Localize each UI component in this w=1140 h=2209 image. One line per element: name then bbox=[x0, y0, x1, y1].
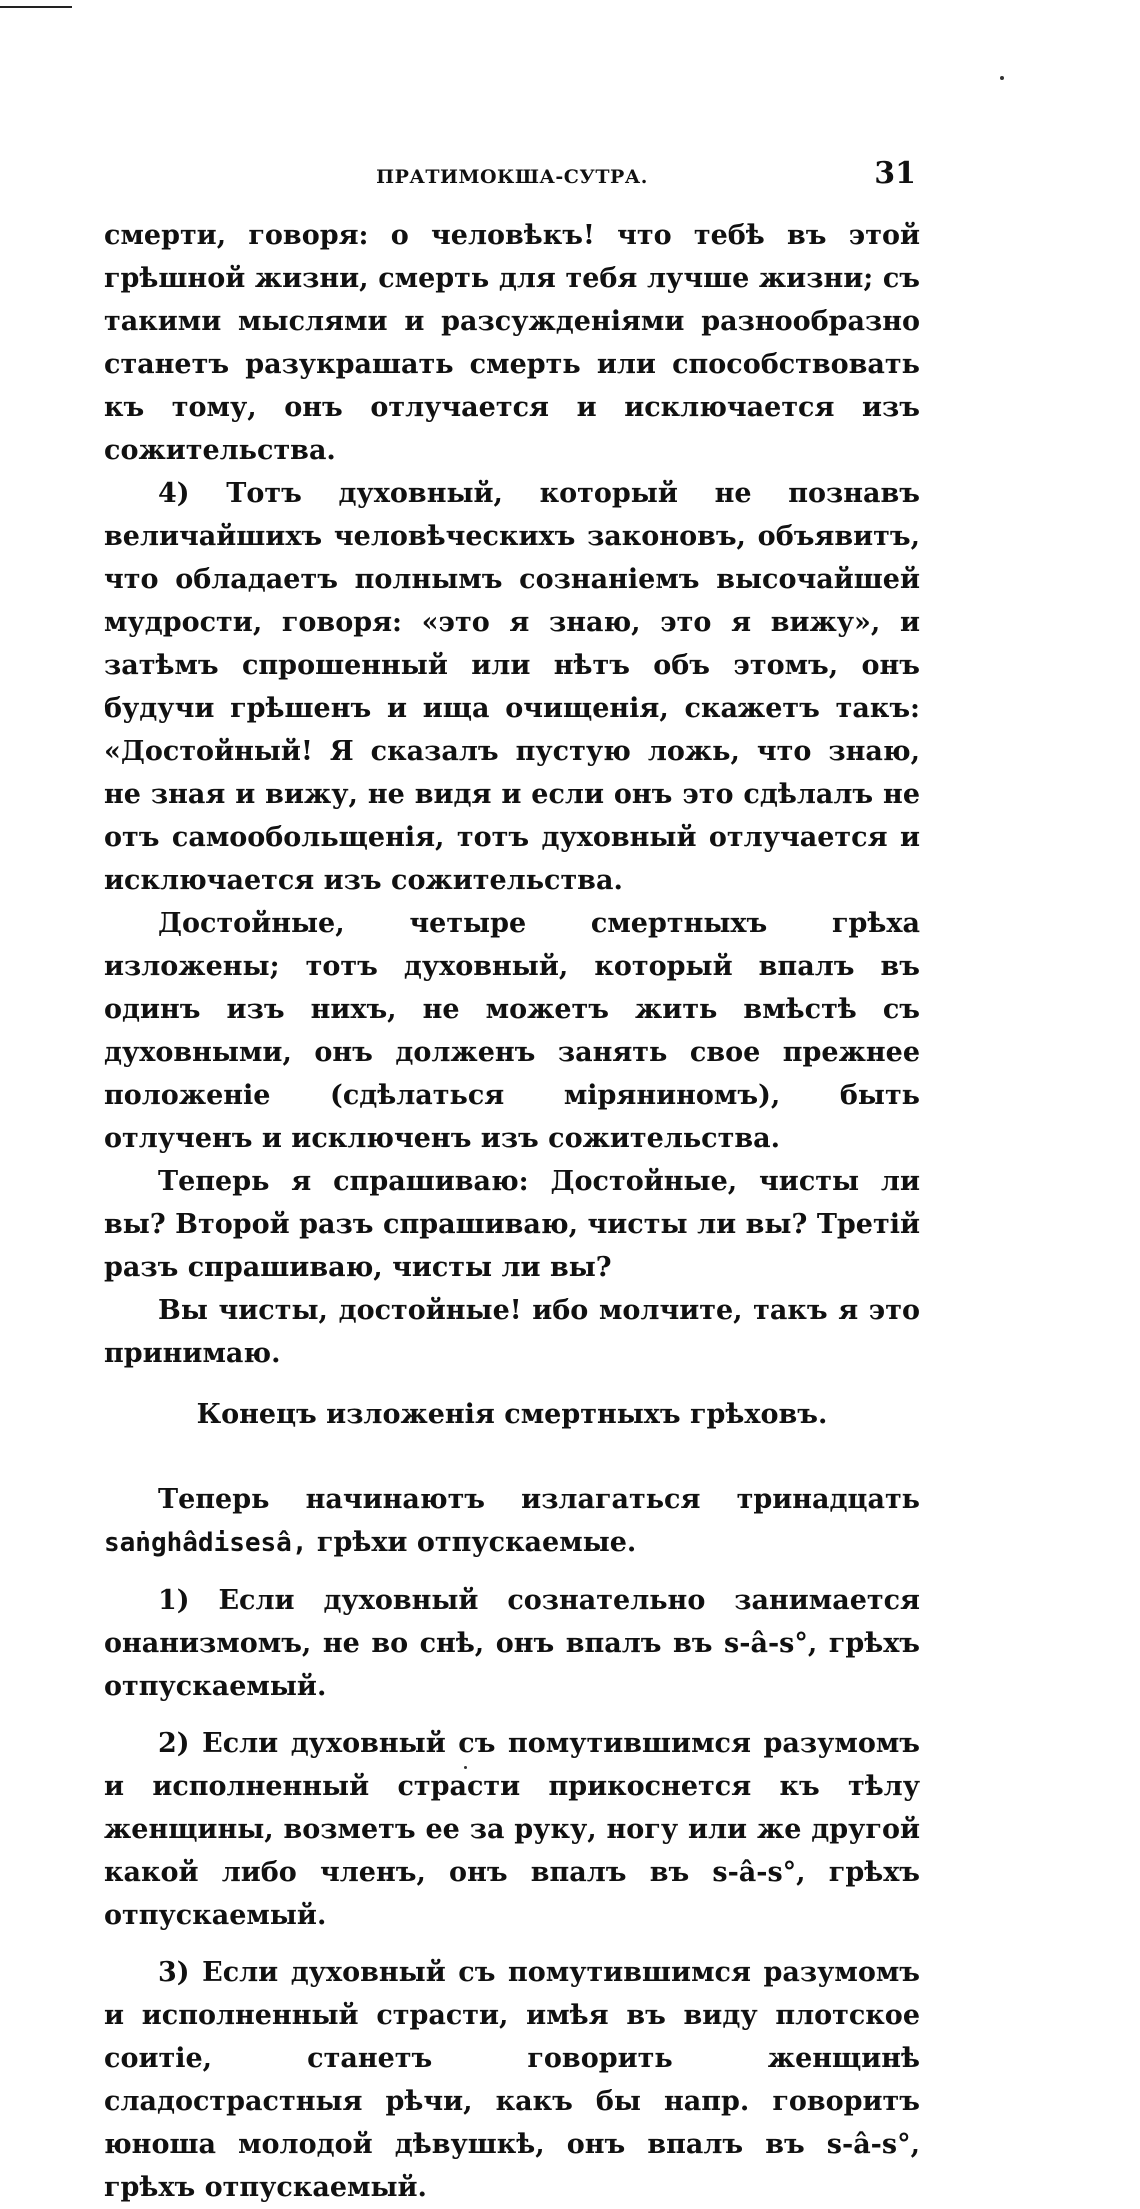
paragraph-continuation: смерти, говоря: о человѣкъ! что тебѣ въ этой грѣшной жизни, смерть для тебя лучше жизни; съ такими мыслями и разсужденіями разнообразно станетъ разукрашать смерть или способствовать къ тому, онъ отлучается и исключается изъ сожительства. bbox=[104, 220, 920, 466]
paragraph-item-4: 4) Тотъ духовный, который не познавъ величайшихъ человѣческихъ законовъ, объявитъ, что обладаетъ полнымъ сознаніемъ высочайшей мудрости, говоря: «это я знаю, это я вижу», и затѣмъ спрошенный или нѣтъ объ этомъ, онъ будучи грѣшенъ и ища очищенія, скажетъ такъ: «Достойный! Я сказалъ пустую ложь, что знаю, не зная и вижу, не видя и если онъ это сдѣлалъ не отъ самообольщенія, тотъ духовный отлучается и исключается изъ сожительства. bbox=[104, 478, 920, 896]
intro-text: Теперь начинаютъ излагаться тринадцать bbox=[158, 1484, 920, 1515]
intro-text-cont: грѣхи отпускаемые. bbox=[316, 1527, 637, 1558]
paragraph-answer: Вы чисты, достойные! ибо молчите, такъ я это принимаю. bbox=[104, 1295, 920, 1369]
paragraph-summary: Достойные, четыре смертныхъ грѣха изложены; тотъ духовный, который впалъ въ одинъ изъ нихъ, не можетъ жить вмѣстѣ съ духовными, онъ долженъ занять свое прежнее положеніе (сдѣлаться міряниномъ), быть отлученъ и исключенъ изъ сожительства. bbox=[104, 908, 920, 1154]
book-page bbox=[104, 150, 920, 2209]
print-speck bbox=[1000, 76, 1004, 80]
page-number: 31 bbox=[874, 156, 916, 191]
section-end-heading: Конецъ изложенія смертныхъ грѣховъ. bbox=[196, 1399, 828, 1430]
running-head bbox=[104, 150, 920, 198]
sanghadisesa-term: saṅghâdisesâ, bbox=[104, 1528, 308, 1558]
paragraph-rule-2: 2) Если духовный съ помутившимся разумомъ и исполненный страсти прикоснется къ тѣлу женщины, возметъ ее за руку, ногу или же другой какой либо членъ, онъ впалъ въ s-â-s°, грѣхъ отпускаемый. bbox=[104, 1728, 920, 1931]
paragraph-question: Теперь я спрашиваю: Достойные, чисты ли вы? Второй разъ спрашиваю, чисты ли вы? Третій разъ спрашиваю, чисты ли вы? bbox=[104, 1166, 920, 1283]
paragraph-intro-sanghadisesa bbox=[104, 1478, 920, 1565]
running-title: ПРАТИМОКША-СУТРА. bbox=[376, 166, 648, 188]
body-text bbox=[104, 214, 920, 2209]
paragraph-rule-3: 3) Если духовный съ помутившимся разумомъ и исполненный страсти, имѣя въ виду плотское соитіе, станетъ говорить женщинѣ сладострастныя рѣчи, какъ бы напр. говоритъ юноша молодой дѣвушкѣ, онъ впалъ въ s-â-s°, грѣхъ отпускаемый. bbox=[104, 1957, 920, 2203]
paragraph-rule-1: 1) Если духовный сознательно занимается онанизмомъ, не во снѣ, онъ впалъ въ s-â-s°, грѣхъ отпускаемый. bbox=[104, 1585, 920, 1702]
page-edge-mark bbox=[0, 6, 72, 8]
